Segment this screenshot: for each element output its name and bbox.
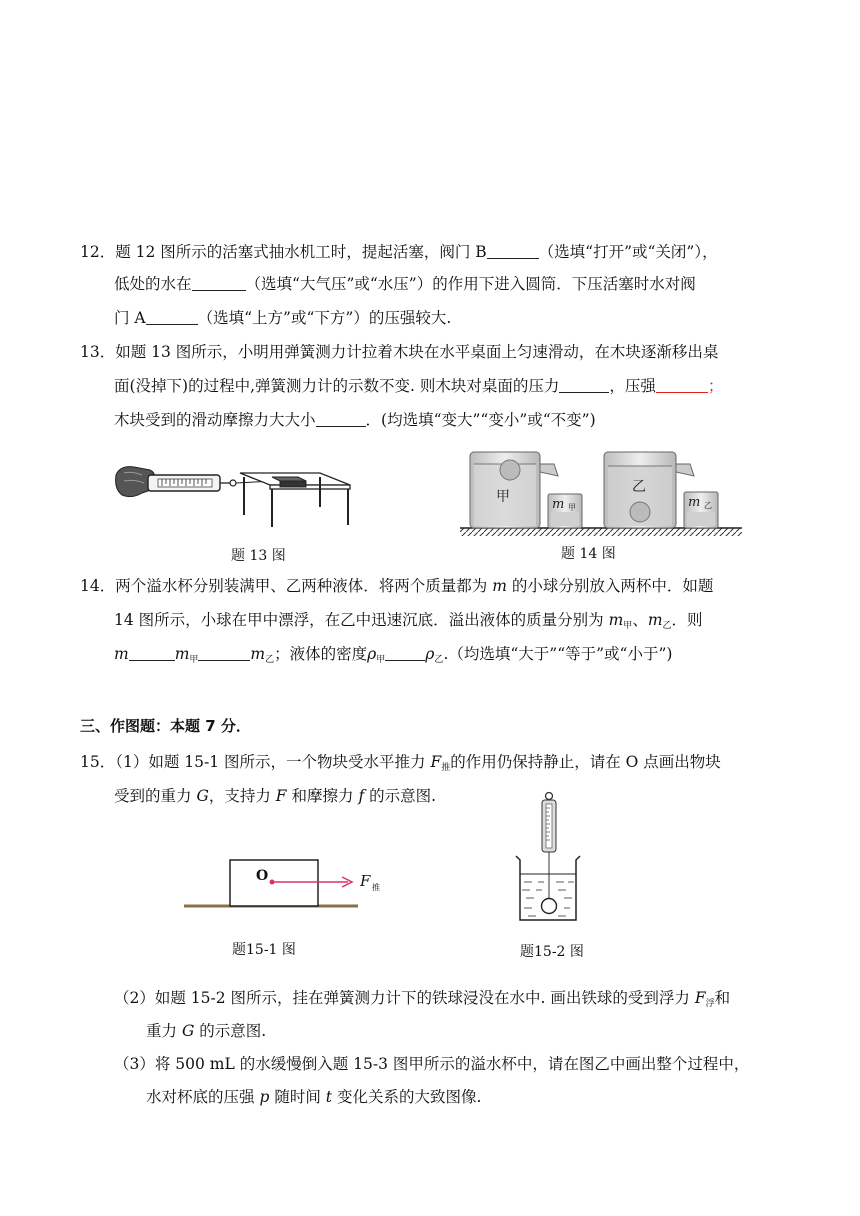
q14-sub: 甲 xyxy=(189,655,199,665)
cup-mass-label-a: m xyxy=(552,497,565,512)
figure-13-spring-scale xyxy=(112,455,362,537)
q14-text: 、 xyxy=(632,611,648,629)
q14-text: .（均选填“大于”“等于”或“小于”) xyxy=(443,645,673,663)
q14-blank-1[interactable] xyxy=(129,645,175,661)
figure-13-caption: 题 13 图 xyxy=(231,548,286,564)
q14-var: m xyxy=(174,645,190,663)
q14-var: ρ xyxy=(425,645,435,663)
q15-var: F xyxy=(275,787,287,805)
q15-var: t xyxy=(325,1088,333,1106)
q15-text: 和 xyxy=(714,989,731,1007)
q14-var: m xyxy=(608,611,624,629)
q15-text: 的示意图. xyxy=(199,1022,267,1040)
q15-text: 受到的重力 xyxy=(114,787,192,805)
cup-label-a: 甲 xyxy=(496,489,510,505)
q14-line3 xyxy=(114,643,672,671)
q12-text: （选填“大气压”或“水压”）的作用下进入圆筒．下压活塞时水对阀 xyxy=(245,275,696,293)
q14-sub: 乙 xyxy=(265,655,275,665)
cup-mass-label-b: m xyxy=(688,495,701,510)
force-f-label: F xyxy=(360,872,371,890)
q15-text: 的作用仍保持静止，请在 O 点画出物块 xyxy=(450,753,721,771)
q14-number: 14． xyxy=(80,577,116,595)
q15-text: 随时间 xyxy=(274,1088,321,1106)
q12-text: （选填“上方”或“下方”）的压强较大. xyxy=(197,309,452,327)
q15-line2 xyxy=(114,785,436,807)
q14-text: 的小球分别放入两杯中．如题 xyxy=(511,577,714,595)
q14-blank-2[interactable] xyxy=(198,645,250,661)
q14-sub: 甲 xyxy=(376,655,386,665)
cup-mass-sub-b: 乙 xyxy=(704,501,712,510)
q14-var: m xyxy=(114,645,129,663)
q12-line2 xyxy=(114,273,696,295)
q13-line1 xyxy=(80,341,718,363)
section-3-heading: 三、作图题：本题 7 分． xyxy=(80,717,251,735)
figure-14-caption: 题 14 图 xyxy=(561,546,616,562)
q13-line2 xyxy=(114,375,723,397)
point-o-label: O xyxy=(256,868,269,884)
cup-mass-sub-a: 甲 xyxy=(568,503,576,512)
q14-text: 14 图所示，小球在甲中漂浮，在乙中迅速沉底．溢出液体的质量分别为 xyxy=(114,611,604,629)
q12-text: 低处的水在 xyxy=(114,275,192,293)
q15-var: p xyxy=(259,1088,270,1106)
q14-text: 两个溢水杯分别装满甲、乙两种液体．将两个质量都为 xyxy=(115,577,488,595)
q14-line1 xyxy=(80,575,713,597)
q15-part2-line2 xyxy=(146,1020,266,1042)
q14-var: ρ xyxy=(367,645,377,663)
figure-15-1-caption: 题15-1 图 xyxy=(232,942,296,958)
q15-text: （3）将 500 mL 的水缓慢倒入题 15-3 图甲所示的溢水杯中，请在图乙中画出整个过程中， xyxy=(114,1055,750,1073)
q15-part2-line1 xyxy=(114,987,730,1015)
q15-text: ，支持力 xyxy=(208,787,271,805)
figure-15-1-block-on-ground xyxy=(184,852,394,912)
q13-blank-3[interactable] xyxy=(316,411,366,427)
cup-label-b: 乙 xyxy=(632,479,646,495)
q13-line3 xyxy=(114,409,596,431)
q12-number: 12． xyxy=(80,243,116,261)
q15-part3-line2 xyxy=(146,1086,481,1108)
q15-part3-line1 xyxy=(114,1053,749,1075)
q15-text: 重力 xyxy=(146,1022,178,1040)
q13-text: ； xyxy=(707,377,724,395)
q15-text: 和摩擦力 xyxy=(291,787,354,805)
q14-sub: 甲 xyxy=(623,621,633,631)
q15-text: 的示意图. xyxy=(369,787,437,805)
figure-15-2-iron-ball-in-water xyxy=(512,790,582,924)
q15-text: 变化关系的大致图像. xyxy=(336,1088,482,1106)
q15-var: G xyxy=(196,787,209,805)
q15-number: 15． xyxy=(80,753,116,771)
q15-text: 水对杯底的压强 xyxy=(146,1088,255,1106)
q15-sub: 推 xyxy=(441,763,451,773)
q13-text: 面(没掉下)的过程中,弹簧测力计的示数不变. 则木块对桌面的压力 xyxy=(114,377,560,395)
q12-text: 门 A xyxy=(114,309,146,327)
q15-text: （1）如题 15-1 图所示，一个物块受水平推力 xyxy=(115,753,426,771)
q13-text: ．(均选填“变大”“变小”或“不变”) xyxy=(365,411,596,429)
q14-line2 xyxy=(114,609,703,637)
q15-var: f xyxy=(358,787,365,805)
q14-sub: 乙 xyxy=(662,621,672,631)
figure-15-2-caption: 题15-2 图 xyxy=(520,944,584,960)
q13-text: 木块受到的滑动摩擦力大大小 xyxy=(114,411,316,429)
q14-var: m xyxy=(250,645,266,663)
q12-blank-1[interactable] xyxy=(487,243,539,259)
q12-text: 题 12 图所示的活塞式抽水机工时，提起活塞，阀门 B xyxy=(115,243,487,261)
figure-14-overflow-cups xyxy=(460,448,742,540)
q14-text: ．则 xyxy=(671,611,703,629)
q14-var: m xyxy=(647,611,663,629)
q14-text: ；液体的密度 xyxy=(274,645,368,663)
q14-var: m xyxy=(492,577,507,595)
q14-sub: 乙 xyxy=(434,655,444,665)
q12-line1 xyxy=(80,241,718,263)
q15-text: （2）如题 15-2 图所示，挂在弹簧测力计下的铁球浸没在水中. 画出铁球的受到浮力 xyxy=(114,989,690,1007)
q12-text: （选填“打开”或“关闭”）， xyxy=(538,243,718,261)
q15-var: F xyxy=(694,989,706,1007)
q15-sub: 浮 xyxy=(705,999,715,1009)
q13-blank-1[interactable] xyxy=(559,377,609,393)
q15-line1 xyxy=(80,751,721,779)
q12-line3 xyxy=(114,307,451,329)
q12-blank-3[interactable] xyxy=(146,309,198,325)
q13-blank-2[interactable] xyxy=(656,377,708,393)
q12-blank-2[interactable] xyxy=(192,275,246,291)
q15-var: F xyxy=(430,753,442,771)
q14-blank-3[interactable] xyxy=(385,645,425,661)
q13-text: 如题 13 图所示，小明用弹簧测力计拉着木块在水平桌面上匀速滑动，在木块逐渐移出桌 xyxy=(115,343,719,361)
q13-number: 13． xyxy=(80,343,116,361)
q13-text: ，压强 xyxy=(609,377,656,395)
force-f-sub: 推 xyxy=(372,883,380,892)
q15-var: G xyxy=(181,1022,195,1040)
